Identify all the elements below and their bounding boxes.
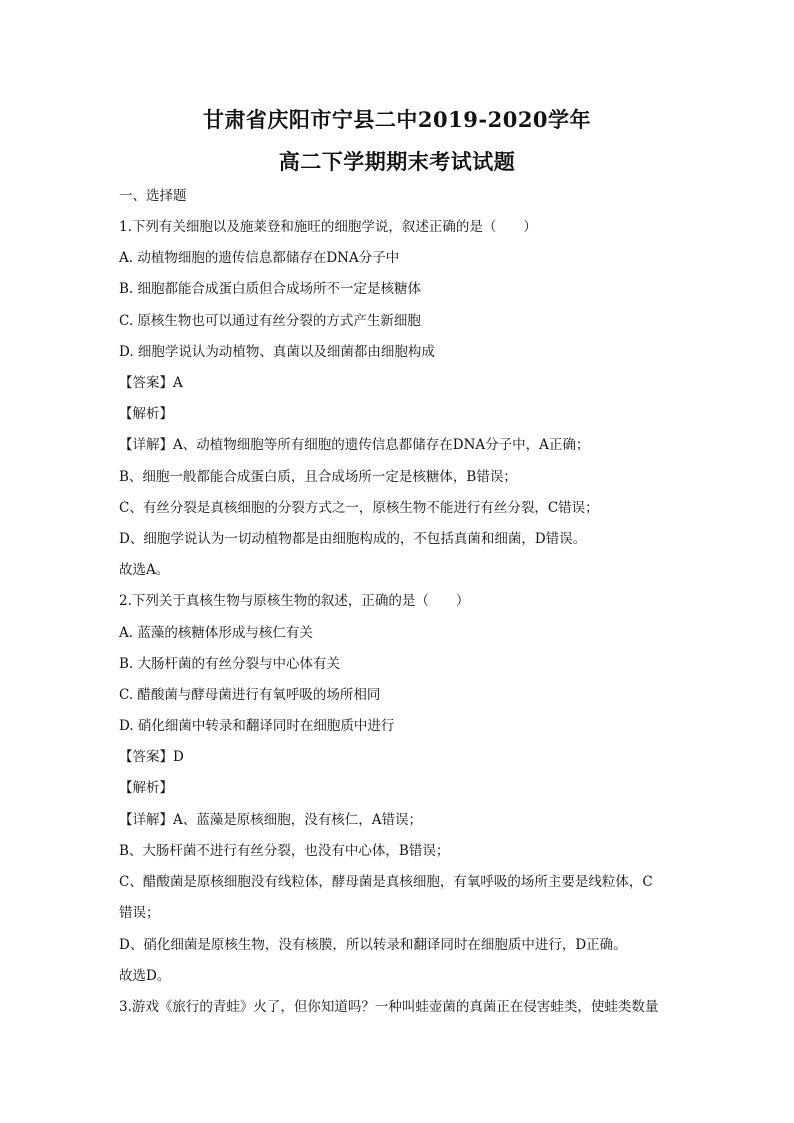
- question-2-conclusion: 故选D。: [119, 968, 171, 984]
- question-3-stem: 3.游戏《旅行的青蛙》火了，但你知道吗？一种叫蛙壶菌的真菌正在侵害蛙类，使蛙类数量: [119, 999, 659, 1015]
- question-1-conclusion: 故选A。: [119, 562, 170, 578]
- question-2-analysis-label: 【解析】: [119, 780, 173, 796]
- question-2-option-b: B. 大肠杆菌的有丝分裂与中心体有关: [119, 656, 341, 672]
- question-1-option-a: A. 动植物细胞的遗传信息都储存在DNA分子中: [119, 250, 400, 266]
- question-1-option-d: D. 细胞学说认为动植物、真菌以及细菌都由细胞构成: [119, 344, 435, 360]
- document-title-line-2: 高二下学期期末考试试题: [278, 149, 516, 174]
- question-2-detail-line: 【详解】A、蓝藻是原核细胞，没有核仁，A错误；: [119, 812, 422, 828]
- question-2-option-a: A. 蓝藻的核糖体形成与核仁有关: [119, 625, 313, 641]
- question-2-answer: 【答案】D: [119, 749, 184, 765]
- question-2-stem: 2.下列关于真核生物与原核生物的叙述，正确的是（ ）: [119, 593, 470, 609]
- question-1-stem: 1.下列有关细胞以及施莱登和施旺的细胞学说，叙述正确的是（ ）: [119, 219, 537, 235]
- question-1-detail-line: B、细胞一般都能合成蛋白质，且合成场所一定是核糖体，B错误；: [119, 469, 517, 485]
- question-1-option-c: C. 原核生物也可以通过有丝分裂的方式产生新细胞: [119, 313, 421, 329]
- question-1-detail-line: 【详解】A、动植物细胞等所有细胞的遗传信息都储存在DNA分子中，A正确；: [119, 437, 590, 453]
- section-heading: 一、选择题: [119, 188, 187, 204]
- question-2-detail-line: C、醋酸菌是原核细胞没有线粒体，酵母菌是真核细胞，有氧呼吸的场所主要是线粒体，C: [119, 874, 653, 890]
- document-title-line-1: 甘肃省庆阳市宁县二中2019-2020学年: [202, 107, 592, 132]
- question-2-option-d: D. 硝化细菌中转录和翻译同时在细胞质中进行: [119, 718, 395, 734]
- question-1-answer: 【答案】A: [119, 375, 183, 391]
- question-1-option-b: B. 细胞都能合成蛋白质但合成场所不一定是核糖体: [119, 281, 422, 297]
- question-1-detail-line: C、有丝分裂是真核细胞的分裂方式之一，原核生物不能进行有丝分裂，C错误；: [119, 500, 599, 516]
- question-1-analysis-label: 【解析】: [119, 406, 173, 422]
- question-1-detail-line: D、细胞学说认为一切动植物都是由细胞构成的，不包括真菌和细菌，D错误。: [119, 531, 587, 547]
- question-2-detail-line: B、大肠杆菌不进行有丝分裂，也没有中心体，B错误；: [119, 843, 450, 859]
- question-2-option-c: C. 醋酸菌与酵母菌进行有氧呼吸的场所相同: [119, 687, 381, 703]
- question-2-detail-line: 错误；: [119, 905, 160, 921]
- question-2-detail-line: D、硝化细菌是原核生物，没有核膜，所以转录和翻译同时在细胞质中进行，D正确。: [119, 937, 627, 953]
